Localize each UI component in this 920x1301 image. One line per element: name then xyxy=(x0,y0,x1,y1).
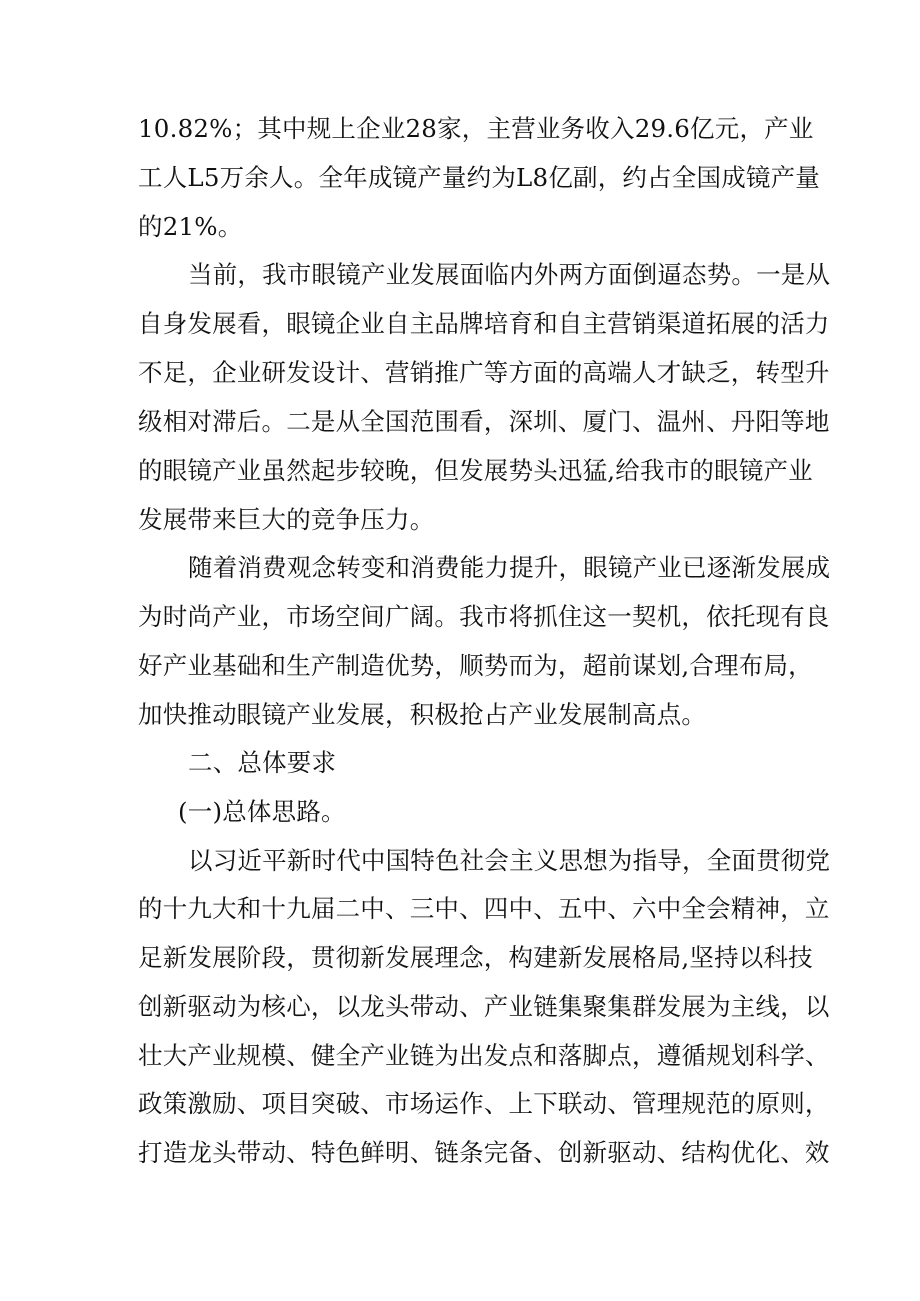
text-line: 为时尚产业，市场空间广阔。我市将抓住这一契机，依托现有良 xyxy=(138,602,830,631)
text-line: 创新驱动为核心，以龙头带动、产业链集聚集群发展为主线，以 xyxy=(138,992,830,1021)
paragraph-first-line: 随着消费观念转变和消费能力提升，眼镜产业已逐渐发展成 xyxy=(188,553,831,582)
text-line: 的21%。 xyxy=(138,212,243,241)
text-line: 加快推动眼镜产业发展，积极抢占产业发展制高点。 xyxy=(138,700,707,729)
text-line: 级相对滞后。二是从全国范围看，深圳、厦门、温州、丹阳等地 xyxy=(138,407,830,436)
section-heading: 二、总体要求 xyxy=(188,748,337,777)
text-line: 10.82%；其中规上企业28家，主营业务收入29.6亿元，产业 xyxy=(138,114,814,143)
text-line: 打造龙头带动、特色鲜明、链条完备、创新驱动、结构优化、效 xyxy=(138,1138,830,1167)
text-line: 好产业基础和生产制造优势，顺势而为，超前谋划,合理布局， xyxy=(138,651,813,680)
text-line: 的十九大和十九届二中、三中、四中、五中、六中全会精神，立 xyxy=(138,894,830,923)
text-line: 政策激励、项目突破、市场运作、上下联动、管理规范的原则， xyxy=(138,1089,830,1118)
text-line: 壮大产业规模、健全产业链为出发点和落脚点，遵循规划科学、 xyxy=(138,1041,830,1070)
subsection-heading: (一)总体思路。 xyxy=(178,797,346,826)
paragraph-first-line: 以习近平新时代中国特色社会主义思想为指导，全面贯彻党 xyxy=(188,846,831,875)
paragraph-first-line: 当前，我市眼镜产业发展面临内外两方面倒逼态势。一是从 xyxy=(188,260,831,289)
text-line: 不足，企业研发设计、营销推广等方面的高端人才缺乏，转型升 xyxy=(138,358,830,387)
text-line: 工人L5万余人。全年成镜产量约为L8亿副，约占全国成镜产量 xyxy=(138,163,821,192)
text-line: 的眼镜产业虽然起步较晚，但发展势头迅猛,给我市的眼镜产业 xyxy=(138,456,813,485)
text-line: 足新发展阶段，贯彻新发展理念，构建新发展格局,坚持以科技 xyxy=(138,943,813,972)
text-line: 发展带来巨大的竞争压力。 xyxy=(138,505,435,534)
text-line: 自身发展看，眼镜企业自主品牌培育和自主营销渠道拓展的活力 xyxy=(138,309,830,338)
